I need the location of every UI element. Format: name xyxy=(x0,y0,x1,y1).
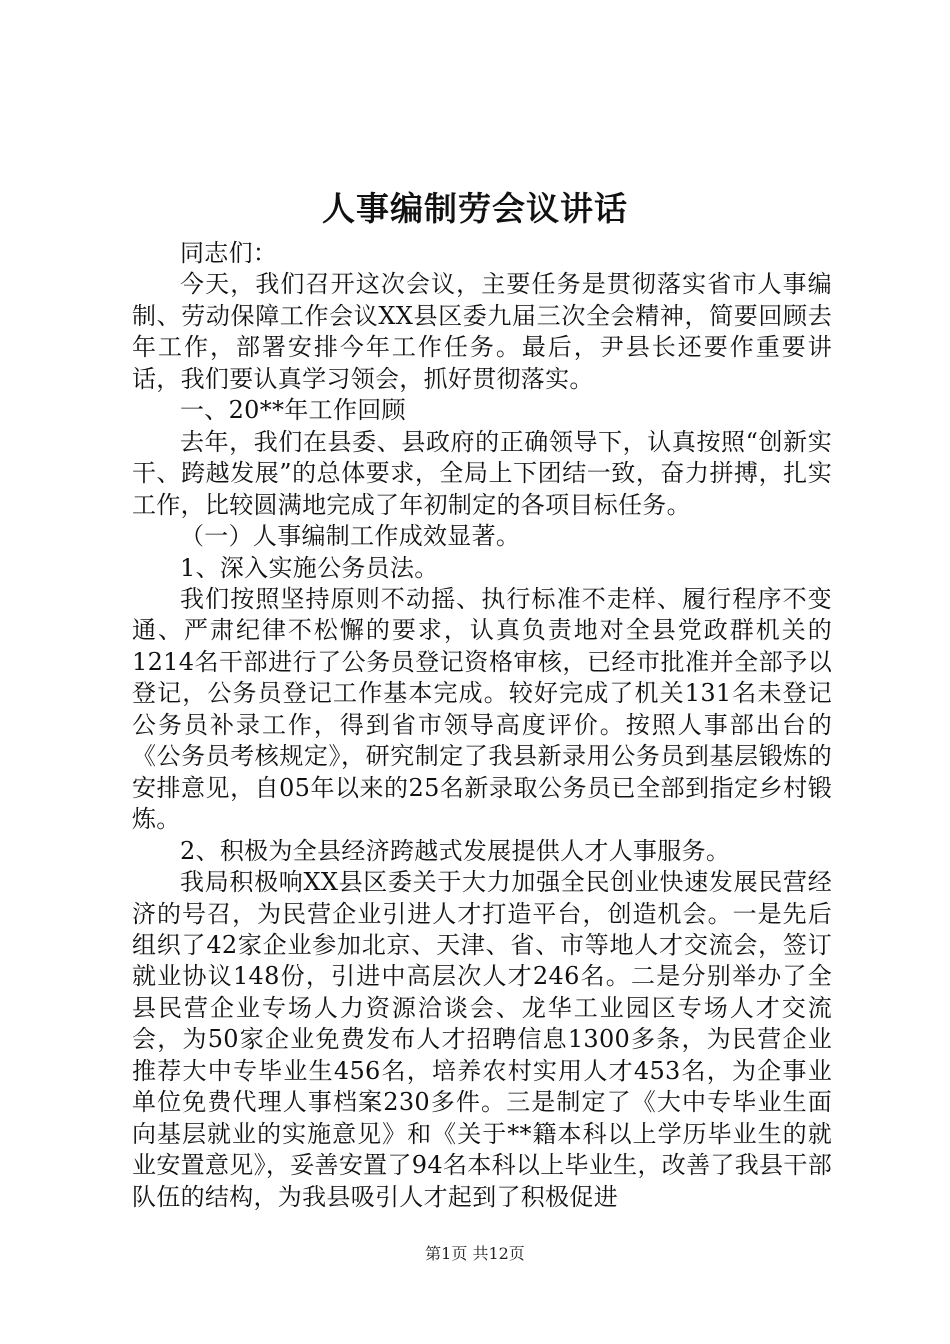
page-footer: 第1页 共12页 xyxy=(425,1244,525,1263)
subsection-heading: （一）人事编制工作成效显著。 xyxy=(180,522,521,551)
paragraph-review: 去年，我们在县委、县政府的正确领导下，认真按照“创新实干、跨越发展”的总体要求，全局上下团结一致，奋力拼搏，扎实工作，比较圆满地完成了年初制定的各项目标任务。 xyxy=(132,427,832,519)
item-heading-2: 2、积极为全县经济跨越式发展提供人才人事服务。 xyxy=(180,836,731,865)
salutation: 同志们： xyxy=(180,239,278,267)
document-title: 人事编制劳会议讲话 xyxy=(322,189,628,228)
item-heading-1: 1、深入实施公务员法。 xyxy=(180,553,439,582)
section-heading: 一、20**年工作回顾 xyxy=(180,396,406,425)
paragraph-intro: 今天，我们召开这次会议，主要任务是贯彻落实省市人事编制、劳动保障工作会议XX县区委九届三次全会精神，简要回顾去年工作，部署安排今年工作任务。最后，尹县长还要作重要讲话，我们要认真学习领会，抓好贯彻落实。 xyxy=(132,270,832,393)
paragraph-talent-service: 我局积极响XX县区委关于大力加强全民创业快速发展民营经济的号召，为民营企业引进人才打造平台，创造机会。一是先后组织了42家企业参加北京、天津、省、市等地人才交流会，签订就业协议148份，引进中高层次人才246名。二是分别举办了全县民营企业专场人力资源洽谈会、龙华工业园区专场人才交流会，为50家企业免费发布人才招聘信息1300多条，为民营企业推荐大中专毕业生456名，培养农村实用人才453名，为企事业单位免费代理人事档案230多件。三是制定了《大中专毕业生面向基层就业的实施意见》和《关于**籍本科以上学历毕业生的就业安置意见》，妥善安置了94名本科以上毕业生，改善了我县干部队伍的结构，为我县吸引人才起到了积极促进 xyxy=(132,868,832,1211)
paragraph-civil-servant: 我们按照坚持原则不动摇、执行标准不走样、履行程序不变通、严肃纪律不松懈的要求，认真负责地对全县党政群机关的1214名干部进行了公务员登记资格审核，已经市批准并全部予以登记，公务员登记工作基本完成。较好完成了机关131名未登记公务员补录工作，得到省市领导高度评价。按照人事部出台的《公务员考核规定》，研究制定了我县新录用公务员到基层锻炼的安排意见，自05年以来的25名新录取公务员已全部到指定乡村锻炼。 xyxy=(132,584,832,834)
document-body xyxy=(132,238,832,1213)
